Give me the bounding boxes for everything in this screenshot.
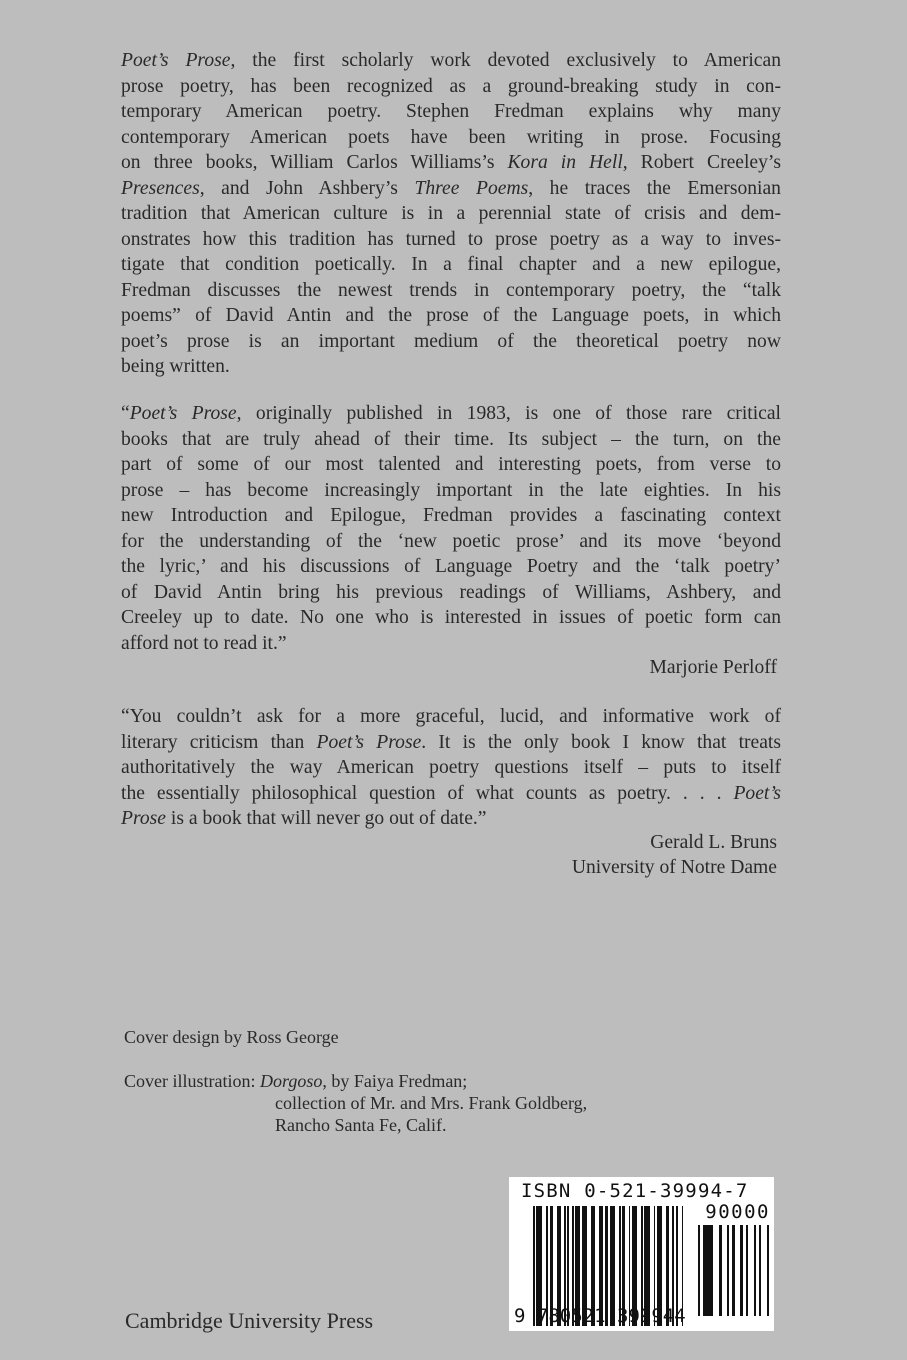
- text-line: afford not to read it.”: [121, 632, 287, 654]
- publisher-name: Cambridge University Press: [125, 1308, 374, 1333]
- text-line: poet’s prose is an important medium of the theoretical poetry now: [121, 330, 781, 352]
- isbn-barcode: [509, 1177, 774, 1331]
- text-line: “Poet’s Prose, originally published in 1983, is one of those rare critical: [121, 403, 781, 424]
- text-line: the lyric,’ and his discussions of Language Poetry and the ‘talk poetry’: [121, 556, 781, 577]
- text-line: Creeley up to date. No one who is interested in issues of poetic form can: [121, 607, 781, 628]
- text-line: Presences, and John Ashbery’s Three Poems, he traces the Emersonian: [121, 177, 781, 199]
- text-line: poems” of David Antin and the prose of the Language poets, in which: [121, 305, 781, 326]
- cover-credits: [124, 1026, 587, 1136]
- text-line: Fredman discusses the newest trends in contemporary poetry, the “talk: [121, 279, 781, 301]
- quote-attribution-perloff: Marjorie Perloff: [649, 657, 777, 678]
- review-quote-bruns: [121, 704, 781, 832]
- text-line: on three books, William Carlos Williams’s Kora in Hell, Robert Creeley’s: [121, 152, 781, 173]
- text-line: books that are truly ahead of their time. Its subject – the turn, on the: [121, 428, 781, 450]
- price-addon-bars: [698, 1225, 772, 1316]
- cover-illustration-location: Rancho Santa Fe, Calif.: [275, 1115, 447, 1135]
- text-line: of David Antin bring his previous readings of Williams, Ashbery, and: [121, 581, 781, 603]
- text-line: part of some of our most talented and interesting poets, from verse to: [121, 454, 781, 475]
- book-description: [121, 48, 781, 380]
- text-line: onstrates how this tradition has turned to prose poetry as a way to inves-: [121, 228, 781, 250]
- text-line: new Introduction and Epilogue, Fredman provides a fascinating context: [121, 505, 781, 526]
- cover-illustration-label: Cover illustration:: [124, 1071, 260, 1091]
- cover-illustration-title: Dorgoso: [259, 1071, 323, 1091]
- text-line: tradition that American culture is in a perennial state of crisis and dem-: [121, 203, 781, 224]
- isbn-number: ISBN 0-521-39994-7: [521, 1180, 749, 1202]
- text-line: contemporary American poets have been writing in prose. Focusing: [121, 126, 781, 148]
- text-line: prose poetry, has been recognized as a ground-breaking study in con-: [121, 75, 781, 97]
- cover-illustration-collection: collection of Mr. and Mrs. Frank Goldberg,: [275, 1093, 588, 1113]
- cover-illustration-artist: , by Faiya Fredman;: [322, 1071, 468, 1091]
- text-line: Poet’s Prose, the first scholarly work devoted exclusively to American: [121, 50, 782, 71]
- text-line: Prose is a book that will never go out of date.”: [121, 808, 487, 829]
- text-line: being written.: [121, 356, 230, 377]
- text-line: tigate that condition poetically. In a final chapter and a new epilogue,: [121, 254, 781, 275]
- text-line: for the understanding of the ‘new poetic prose’ and its move ‘beyond: [121, 530, 781, 552]
- text-line: “You couldn’t ask for a more graceful, lucid, and informative work of: [121, 706, 781, 727]
- price-code: 90000: [705, 1201, 770, 1223]
- cover-illustration-credit: [124, 1070, 587, 1092]
- cover-design-credit: Cover design by Ross George: [124, 1027, 339, 1047]
- text-line: authoritatively the way American poetry questions itself – puts to itself: [121, 757, 781, 778]
- text-line: temporary American poetry. Stephen Fredman explains why many: [121, 101, 781, 122]
- review-quote-perloff: [121, 401, 781, 656]
- ean-digits: 9 780521 399944: [514, 1305, 686, 1327]
- text-line: prose – has become increasingly important in the late eighties. In his: [121, 479, 781, 501]
- quote-attribution-bruns-name: Gerald L. Bruns: [650, 832, 777, 853]
- text-line: the essentially philosophical question of what counts as poetry. . . . Poet’s: [121, 782, 781, 804]
- quote-attribution-bruns-affiliation: University of Notre Dame: [571, 857, 777, 878]
- text-line: literary criticism than Poet’s Prose. It is the only book I know that treats: [121, 731, 782, 753]
